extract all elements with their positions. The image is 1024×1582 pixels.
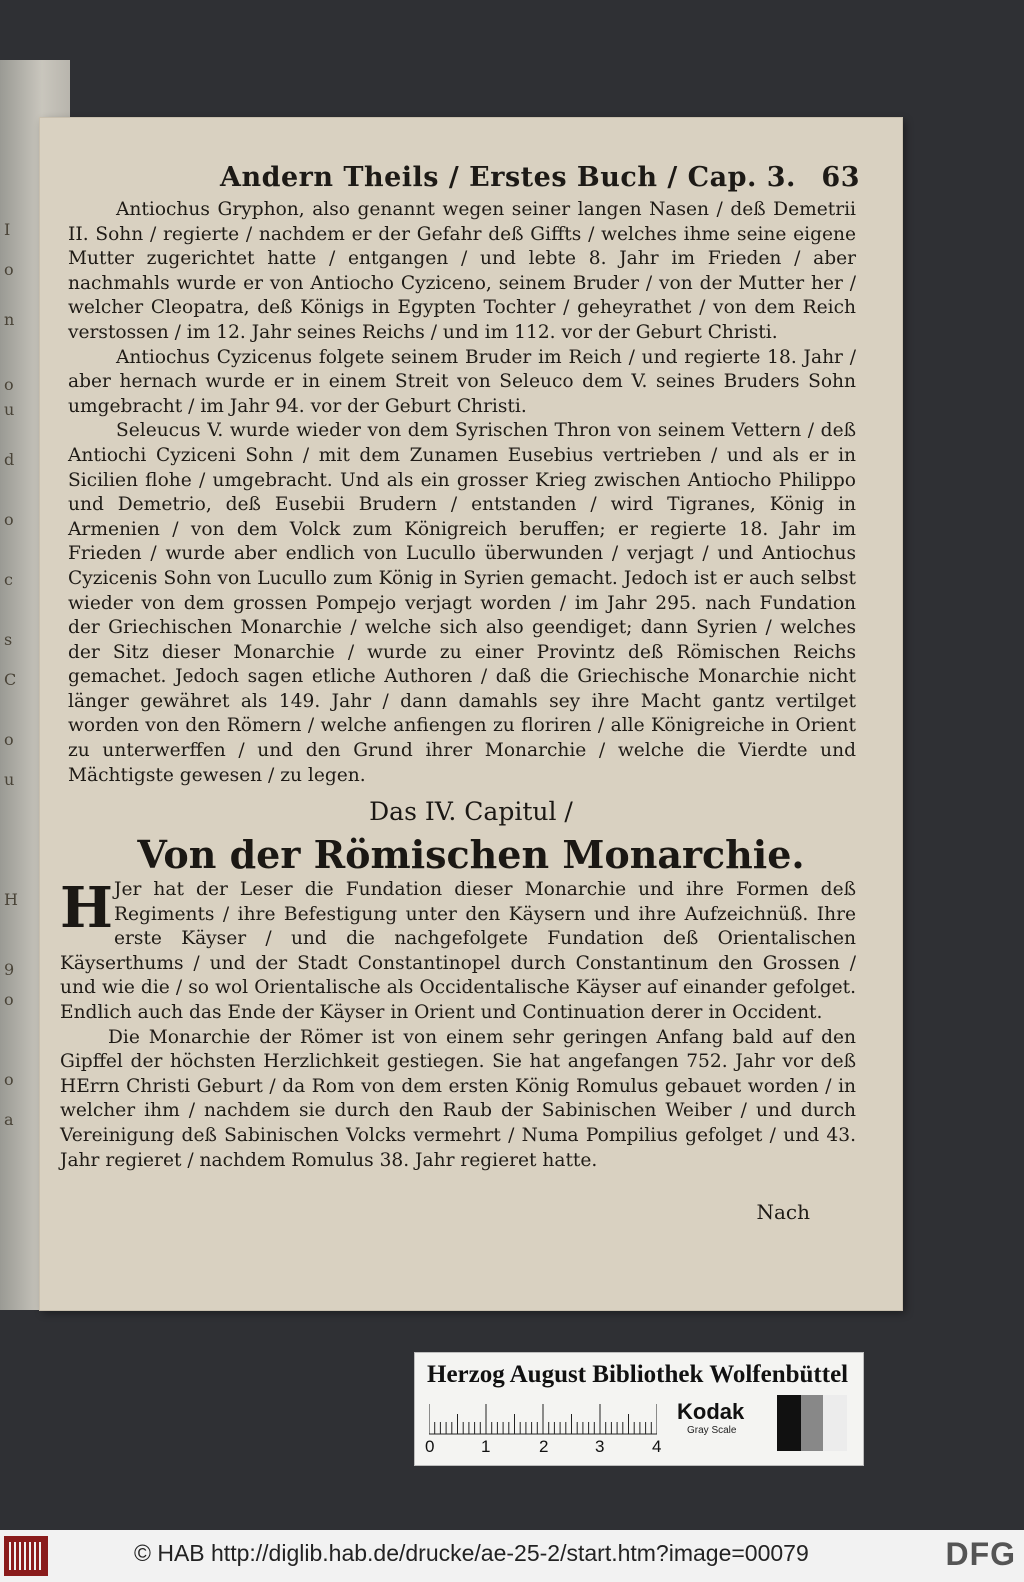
gray-patches (777, 1395, 847, 1451)
paragraph-roman-monarchy: Die Monarchie der Römer ist von einem sehr geringen Anfang bald auf den Gipffel der höchsten Herzlichkeit gestiegen. Sie hat angefangen 752. Jahr vor deß HErrn Christi Geburt / da Rom von dem ersten König Romulus gebauet worden / in welcher ihm / nachdem sie durch den Raub der Sabinischen Weiber / und durch Vereinigung deß Sabinischen Volcks vermehrt / Numa Pompilius gefolget / und 43. Jahr regieret / nachdem Romulus 38. Jahr regieret hatte. (60, 1026, 856, 1171)
chapter-intro (60, 875, 856, 1173)
previous-page-fragments: I o n o u d o c s C o u H 9 o o a (4, 220, 18, 1129)
page-number: 63 (821, 162, 860, 193)
ruler-numbers (425, 1437, 665, 1461)
chapter-title: Von der Römischen Monarchie. (137, 832, 805, 877)
ruler-number-1: 1 (481, 1437, 491, 1456)
color-scale-card (414, 1352, 864, 1466)
gray-scale-label: Gray Scale (687, 1425, 737, 1436)
chapter-heading (40, 796, 902, 880)
library-name: Herzog August Bibliothek Wolfenbüttel (427, 1361, 849, 1388)
catchword: Nach (756, 1200, 810, 1224)
kodak-logo: Kodak (677, 1399, 745, 1424)
hab-logo-icon (4, 1536, 48, 1576)
ruler-number-3: 3 (595, 1437, 605, 1456)
chapter-number: Das IV. Capitul / (369, 797, 573, 826)
dfg-logo: DFG (945, 1536, 1016, 1572)
ruler-number-4: 4 (652, 1437, 662, 1456)
running-head (220, 162, 860, 202)
body-text (68, 198, 856, 788)
chapter-summary: Jer hat der Leser die Fundation dieser Monarchie und ihre Formen deß Regiments / ihre Befestigung unter den Käysern und ihre Aufzeichnüß. Ihre erste Käyser / und die nachgefolgete Fundation deß Orientalischen Käyserthums / und der Stadt Constantinopel durch Constantinum den Grossen / und wie die / so wol Orientalische als Occidentalische Käyser auf einander gefolget. Endlich auch das Ende der Käyser in Orient und Continuation derer in Occident. (60, 879, 856, 1023)
footer-bar (0, 1530, 1024, 1582)
paragraph-seleucus: Seleucus V. wurde wieder von dem Syrischen Thron von seinem Vettern / deß Antiochi Cyziceni Sohn / mit dem Zunamen Eusebius vertrieben / und als er in Sicilien flohe / umgebracht. Und als ein grosser Krieg zwischen Antiocho Philippo und Demetrio, deß Eusebii Brudern / entstanden / wird Tigranes, König in Armenien / von dem Volck zum Königreich beruffen; er regierte 18. Jahr im Frieden / wurde aber endlich von Lucullo überwunden / verjagt / und Antiochus Cyzicenis Sohn von Lucullo zum König in Syrien gemacht. Jedoch ist er auch selbst wieder von dem grossen Pompejo verjagt worden / im Jahr 295. nach Fundation der Griechischen Monarchie / welche sich also geendiget; dann Syrien / welches der Sitz dieser Monarchie / wurde zu einer Provintz deß Römischen Reichs gemachet. Jedoch sagen etliche Authoren / daß die Griechische Monarchie nicht länger gewähret als 149. Jahr / dann damahls sey ihre Macht gantz vertilget worden von den Römern / welche anfiengen zu floriren / alle Königreiche in Orient zu unterwerffen / und den Grund ihrer Monarchie / welche die Vierdte und Mächtigste gewesen / zu legen. (68, 420, 856, 786)
running-head-title: Andern Theils / Erstes Buch / Cap. 3. (220, 162, 796, 193)
dropcap-initial: H (60, 875, 113, 941)
paragraph-antiochus-gryphon: Antiochus Gryphon, also genannt wegen seiner langen Nasen / deß Demetrii II. Sohn / regierte / nachdem er der Gefahr deß Giffts / welches ihme seine eigene Mutter zugerichtet hatte / entgangen / und lebte 8. Jahr im Frieden / aber nachmahls wurde er von Antiocho Cyziceno, seinem Bruder / von der Mutter her / welcher Cleopatra, deß Königs in Egypten Tochter / geheyrathet / von dem Reich verstossen / im 12. Jahr seines Reichs / und im 112. vor der Geburt Christi. (68, 199, 856, 343)
book-page (40, 118, 902, 1310)
paragraph-antiochus-cyzicenus: Antiochus Cyzicenus folgete seinem Bruder im Reich / und regierte 18. Jahr / aber hernach wurde er in einem Streit von Seleuco dem V. seines Bruders Sohn umgebracht / im Jahr 94. vor der Geburt Christi. (68, 346, 856, 417)
ruler-number-0: 0 (425, 1437, 435, 1456)
copyright-link[interactable]: © HAB http://diglib.hab.de/drucke/ae-25-2/start.htm?image=00079 (134, 1540, 809, 1566)
ruler-ticks (429, 1401, 657, 1435)
ruler-number-2: 2 (539, 1437, 549, 1456)
